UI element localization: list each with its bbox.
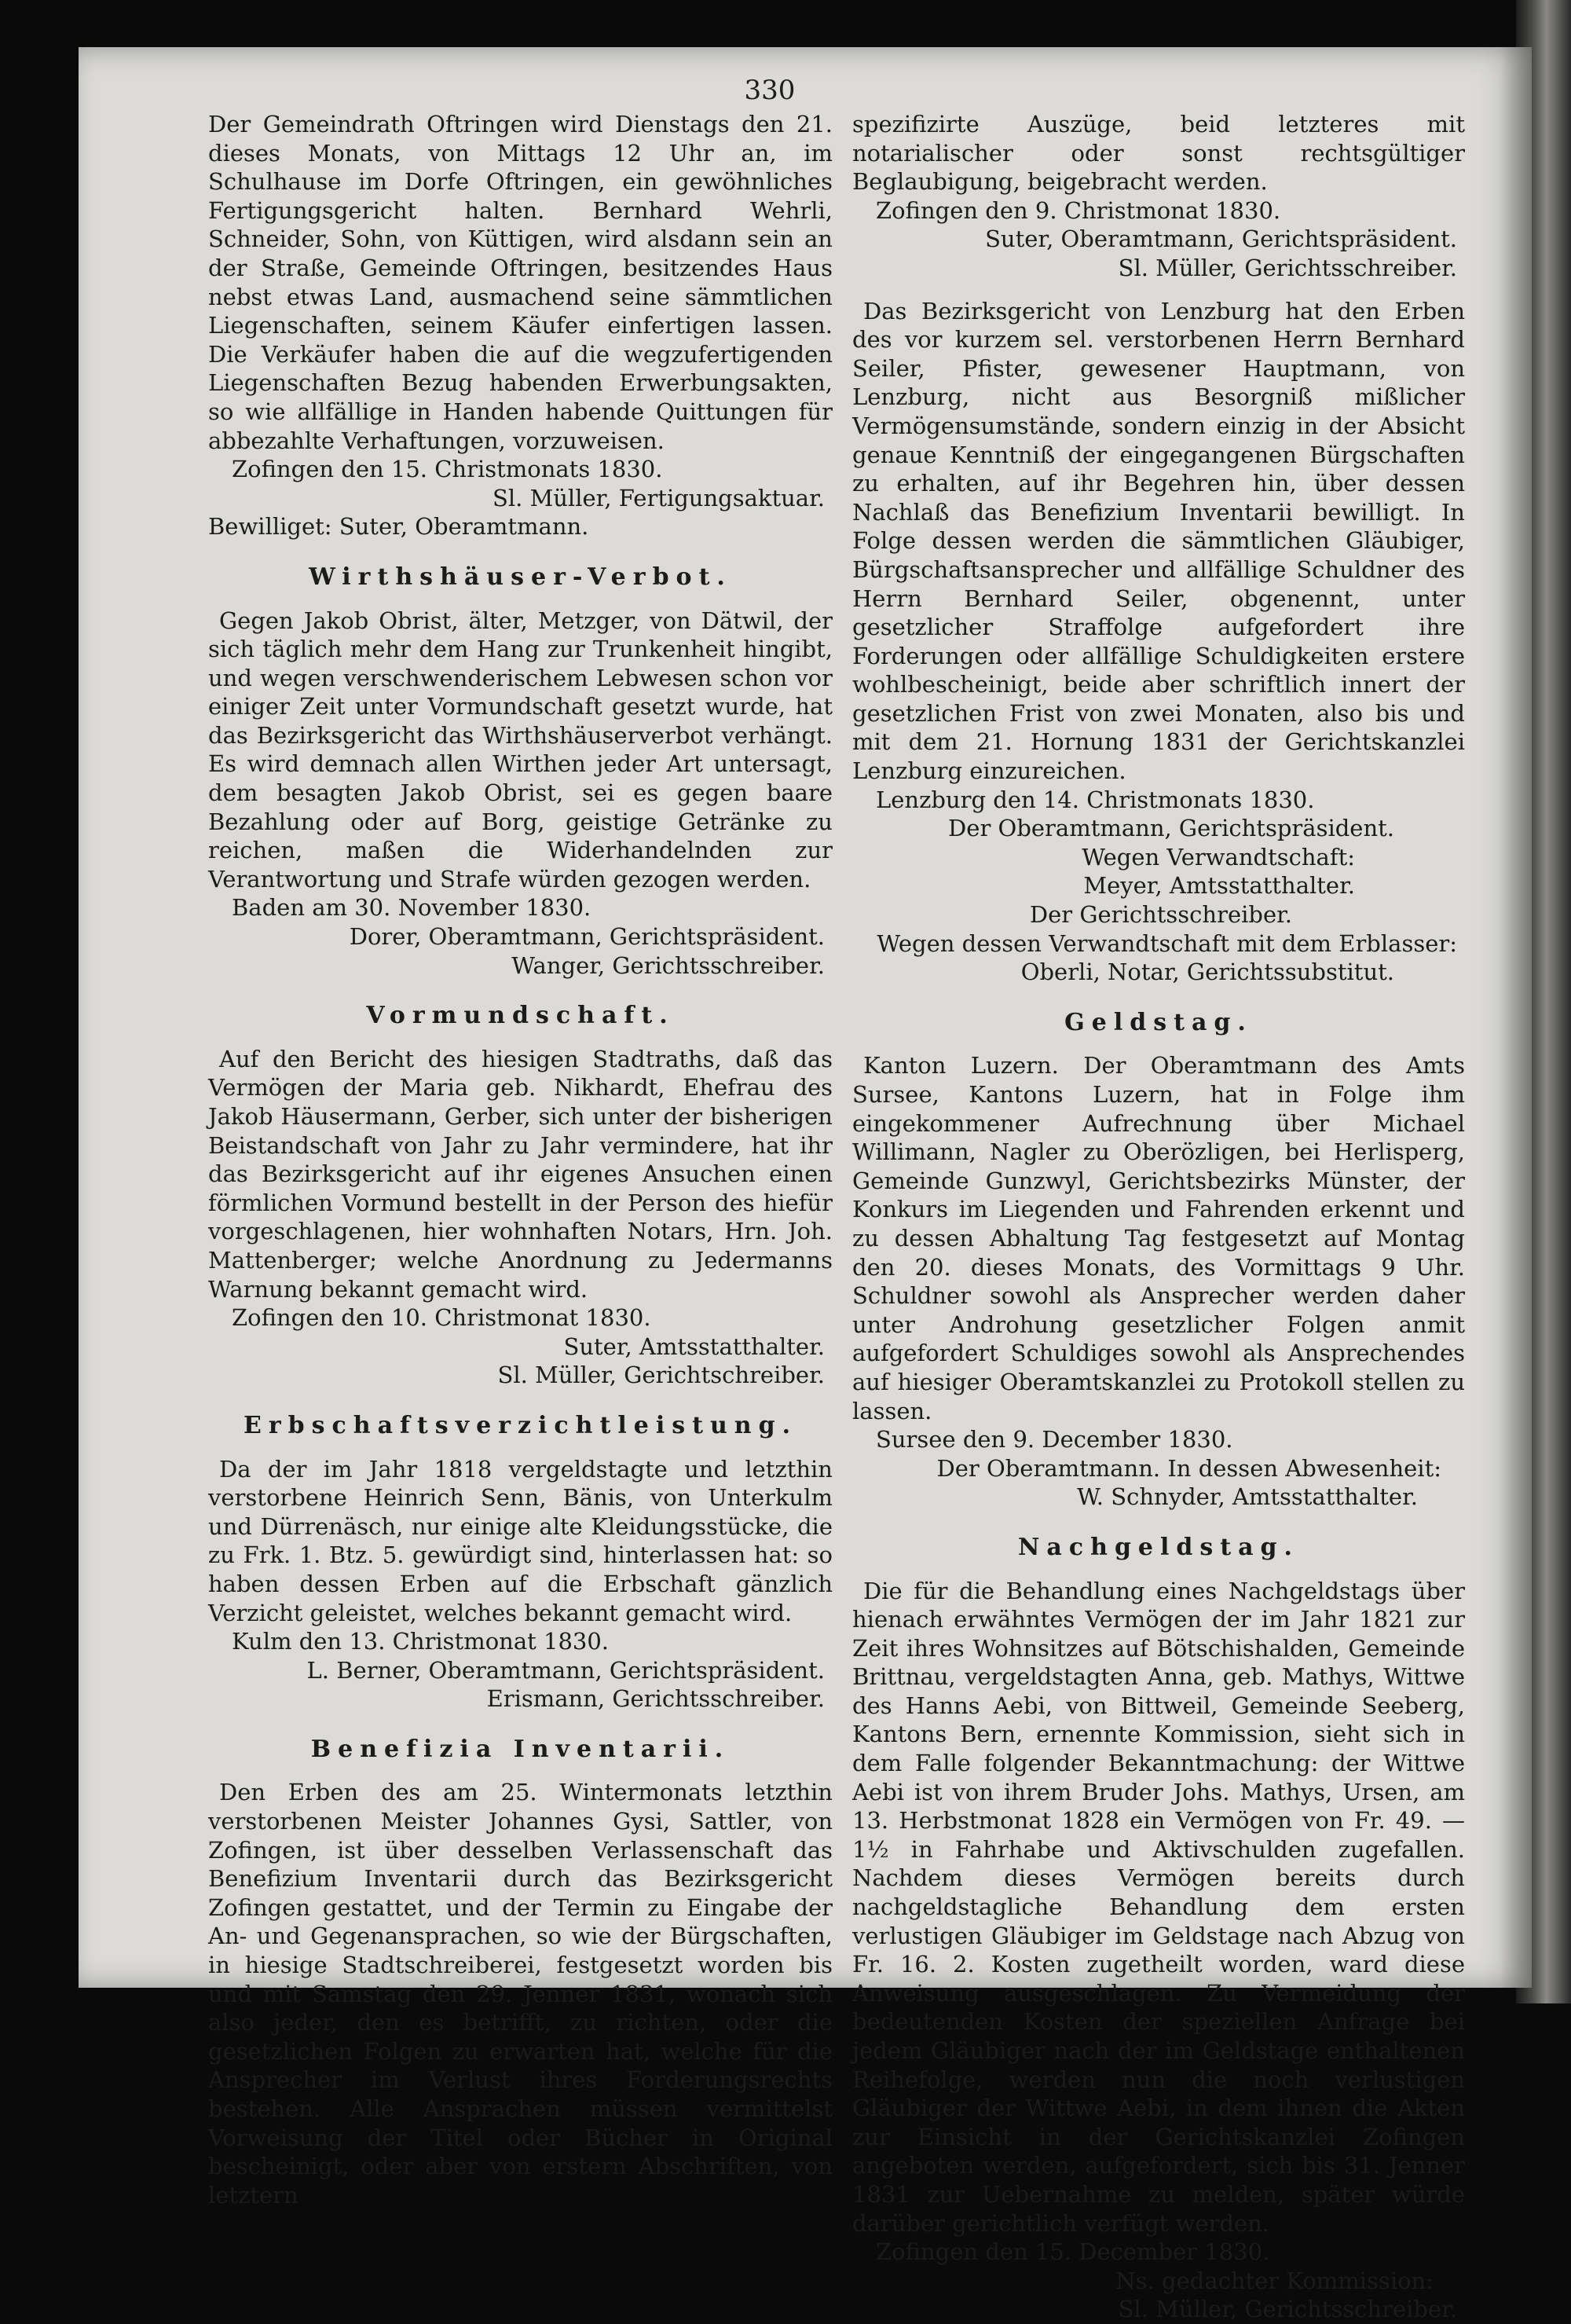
right-column	[852, 110, 1465, 2324]
continuation-benefizia	[852, 110, 1465, 283]
signature: Suter, Amtsstatthalter.	[563, 1332, 825, 1360]
signature: L. Berner, Oberamtmann, Gerichtspräsident.	[306, 1656, 825, 1684]
dateline: Kulm den 13. Christmonat 1830.	[232, 1628, 610, 1655]
section-paragraph: Da der im Jahr 1818 vergeldstagte und letzthin verstorbene Heinrich Senn, Bänis, von Unterkulm und Dürrenäsch, nur einige alte Kleidungsstücke, die zu Frk. 1. Btz. 5. gewürdigt sind, hinterlassen hat: so haben dessen Erben auf die Erbschaft gänzlich Verzicht geleistet, welches bekannt gemacht wird.	[208, 1455, 833, 1626]
signature: Sl. Müller, Gerichtsschreiber.	[1118, 2296, 1457, 2323]
signature: Wanger, Gerichtsschreiber.	[511, 951, 825, 979]
signature: Sl. Müller, Gerichtsschreiber.	[1118, 254, 1457, 281]
section-erbschaftsverzichtleistung	[208, 1412, 833, 1714]
signature: Sl. Müller, Gerichtschreiber.	[497, 1362, 825, 1389]
section-geldstag	[852, 1009, 1465, 1512]
signature: Sl. Müller, Fertigungsaktuar.	[492, 484, 825, 511]
notice-paragraph: Das Bezirksgericht von Lenzburg hat den Erben des vor kurzem sel. verstorbenen Herrn Bernhard Seiler, Pfister, gewesener Hauptmann, von Lenzburg, nicht aus Besorgniß mißlicher Vermögensumstände, sondern einzig in der Absicht genaue Kenntniß der eingegangenen Bürgschaften zu erhalten, auf ihr Begehren hin, über dessen Nachlaß das Benefizium Inventarii bewilligt. In Folge dessen werden die sämmtlichen Gläubiger, Bürgschaftsansprecher und allfällige Schuldner des Herrn Bernhard Seiler, obgenennt, unter gesetzlicher Straffolge aufgefordert ihre Forderungen oder allfällige Schuldigkeiten erstere wohlbescheinigt, beide aber schriftlich innert der gesetzlichen Frist von zwei Monaten, also bis und mit dem 21. Hornung 1831 der Gerichtskanzlei Lenzburg einzureichen.	[852, 297, 1465, 785]
dateline: Zofingen den 15. Christmonats 1830.	[232, 456, 663, 483]
section-heading: Nachgeldstag.	[1018, 1533, 1299, 1561]
dateline: Zofingen den 9. Christmonat 1830.	[876, 196, 1281, 224]
approval-line: Bewilliget: Suter, Oberamtmann.	[208, 513, 589, 541]
section-paragraph: Den Erben des am 25. Wintermonats letzthin verstorbenen Meister Johannes Gysi, Sattler, von Zofingen, ist über desselben Verlassenschaft das Benefizium Inventarii durch das Bezirksgericht Zofingen gestattet, und der Termin zu Eingabe der An- und Gegenansprachen, so wie der Bürgschaften, in hiesige Stadtschreiberei, festgesetzt worden bis und mit Samstag den 29. Jenner 1831, wonach sich also jeder, den es betrifft, zu richten, oder die gesetzlichen Folgen zu erwarten hat, welche für die Ansprecher im Verlust ihres Forderungsrechts bestehen. Alle Ansprachen müssen vermittelst Vorweisung der Titel oder Bücher in Original bescheinigt, oder aber von erstern Abschriften, von letztern	[208, 1779, 833, 2209]
section-wirthshaeuser-verbot	[208, 563, 833, 980]
signature: Ns. gedachter Kommission:	[1115, 2267, 1434, 2294]
section-heading: Erbschaftsverzichtleistung.	[243, 1411, 798, 1439]
signature: Oberli, Notar, Gerichtssubstitut.	[1020, 959, 1394, 986]
signature: Der Oberamtmann. In dessen Abwesenheit:	[936, 1454, 1441, 1482]
notice-lenzburg	[852, 297, 1465, 987]
signature: Dorer, Oberamtmann, Gerichtspräsident.	[349, 923, 825, 951]
signature: Wegen dessen Verwandtschaft mit dem Erblasser:	[877, 929, 1457, 957]
notice-paragraph: Der Gemeindrath Oftringen wird Dienstags den 21. dieses Monats, von Mittags 12 Uhr an, im Schulhause im Dorfe Oftringen, ein gewöhnliches Fertigungsgericht halten. Bernhard Wehrli, Schneider, Sohn, von Küttigen, wird alsdann sein an der Straße, Gemeinde Oftringen, besitzendes Haus nebst etwas Land, ausmachend seine sämmtlichen Liegenschaften, seinem Käufer einfertigen lassen. Die Verkäufer haben die auf die wegzufertigenden Liegenschaften Bezug habenden Erwerbungsakten, so wie allfällige in Handen habende Quittungen für abbezahlte Verhaftungen, vorzuweisen.	[208, 111, 833, 454]
dateline: Lenzburg den 14. Christmonats 1830.	[876, 786, 1315, 813]
signature: W. Schnyder, Amtsstatthalter.	[1077, 1483, 1418, 1511]
notice-fertigungsgericht	[208, 110, 833, 541]
dateline: Sursee den 9. December 1830.	[876, 1426, 1233, 1453]
section-paragraph: Kanton Luzern. Der Oberamtmann des Amts Sursee, Kantons Luzern, hat in Folge ihm eingekommener Aufrechnung über Michael Willimann, Nagler zu Oberözligen, bei Herlisperg, Gemeinde Gunzwyl, Gerichtsbezirks Münster, der Konkurs im Liegenden und Fahrenden erkennt und zu dessen Abhaltung Tag festgesetzt auf Montag den 20. dieses Monats, des Vormittags 9 Uhr. Schuldner sowohl als Ansprecher werden daher unter Androhung gesetzlicher Folgen anmit aufgefordert Schuldiges sowohl als Ansprechendes auf hiesiger Oberamtskanzlei zu Protokoll stellen zu lassen.	[852, 1052, 1465, 1424]
section-nachgeldstag	[852, 1534, 1465, 2324]
section-benefizia-inventarii	[208, 1736, 833, 2210]
dateline: Baden am 30. November 1830.	[232, 894, 591, 922]
dateline: Zofingen den 10. Christmonat 1830.	[232, 1304, 651, 1332]
signature: Wegen Verwandtschaft:	[1082, 843, 1355, 871]
section-heading: Geldstag.	[1064, 1008, 1253, 1036]
section-paragraph: Auf den Bericht des hiesigen Stadtraths, daß das Vermögen der Maria geb. Nikhardt, Ehefrau des Jakob Häusermann, Gerber, sich unter der bisherigen Beistandschaft von Jahr zu Jahr vermindere, hat ihr das Bezirksgericht auf ihr eigenes Ansuchen einen förmlichen Vormund bestellt in der Person des hiefür vorgeschlagenen, hier wohnhaften Notars, Hrn. Joh. Mattenberger; welche Anordnung zu Jedermanns Warnung bekannt gemacht wird.	[208, 1045, 833, 1303]
signature: Der Gerichtsschreiber.	[1029, 901, 1292, 929]
page-number: 330	[744, 75, 796, 106]
section-heading: Vormundschaft.	[366, 1002, 675, 1030]
dateline: Zofingen den 15. December 1830.	[876, 2238, 1270, 2266]
page-edge-shadow	[1500, 47, 1532, 1988]
left-column	[208, 110, 833, 2209]
section-paragraph: Die für die Behandlung eines Nachgeldstags über hienach erwähntes Vermögen der im Jahr 1821 zur Zeit ihres Wohnsitzes auf Bötschishalden, Gemeinde Brittnau, vergeldstagten Anna, geb. Mathys, Wittwe des Hanns Aebi, von Bittweil, Gemeinde Seeberg, Kantons Bern, ernennte Kommission, sieht sich in dem Falle folgender Bekanntmachung: der Wittwe Aebi ist von ihrem Bruder Johs. Mathys, Ursen, am 13. Herbstmonat 1828 ein Vermögen von Fr. 49. — 1½ in Fahrhabe und Aktivschulden zugefallen. Nachdem dieses Vermögen bereits durch nachgeldstagliche Behandlung dem ersten verlustigen Gläubiger im Geldstage nach Abzug von Fr. 16. 2. Kosten zugetheilt worden, ward diese Anweisung ausgeschlagen. Zu Vermeidung der bedeutenden Kosten der speziellen Anfrage bei jedem Gläubiger nach der im Geldstage enthaltenen Reihefolge, werden nun die noch verlustigen Gläubiger der Wittwe Aebi, in dem ihnen die Akten zur Einsicht in der Gerichtskanzlei Zofingen angeboten werden, aufgefordert, sich bis 31. Jenner 1831 zur Uebernahme zu melden, später würde darüber gerichtlich verfügt werden.	[852, 1577, 1465, 2237]
continuation-paragraph: spezifizirte Auszüge, beid letzteres mit notarialischer oder sonst rechtsgültiger Beglaubigung, beigebracht werden.	[852, 111, 1465, 196]
section-vormundschaft	[208, 1002, 833, 1390]
section-heading: Wirthshäuser-Verbot.	[309, 563, 732, 591]
signature: Der Oberamtmann, Gerichtspräsident.	[948, 815, 1394, 842]
signature: Suter, Oberamtmann, Gerichtspräsident.	[985, 225, 1457, 253]
signature: Meyer, Amtsstatthalter.	[1083, 872, 1355, 900]
section-paragraph: Gegen Jakob Obrist, älter, Metzger, von Dätwil, der sich täglich mehr dem Hang zur Trunkenheit hingibt, und wegen verschwenderischem Lebwesen schon vor einiger Zeit unter Vormundschaft gesetzt wurde, hat das Bezirksgericht das Wirthshäuserverbot verhängt. Es wird demnach allen Wirthen jeder Art untersagt, dem besagten Jakob Obrist, sei es gegen baare Bezahlung oder auf Borg, geistige Getränke zu reichen, maßen die Widerhandelnden zur Verantwortung und Strafe würden gezogen werden.	[208, 607, 833, 893]
section-heading: Benefizia Inventarii.	[310, 1735, 731, 1763]
signature: Erismann, Gerichtsschreiber.	[486, 1685, 825, 1713]
